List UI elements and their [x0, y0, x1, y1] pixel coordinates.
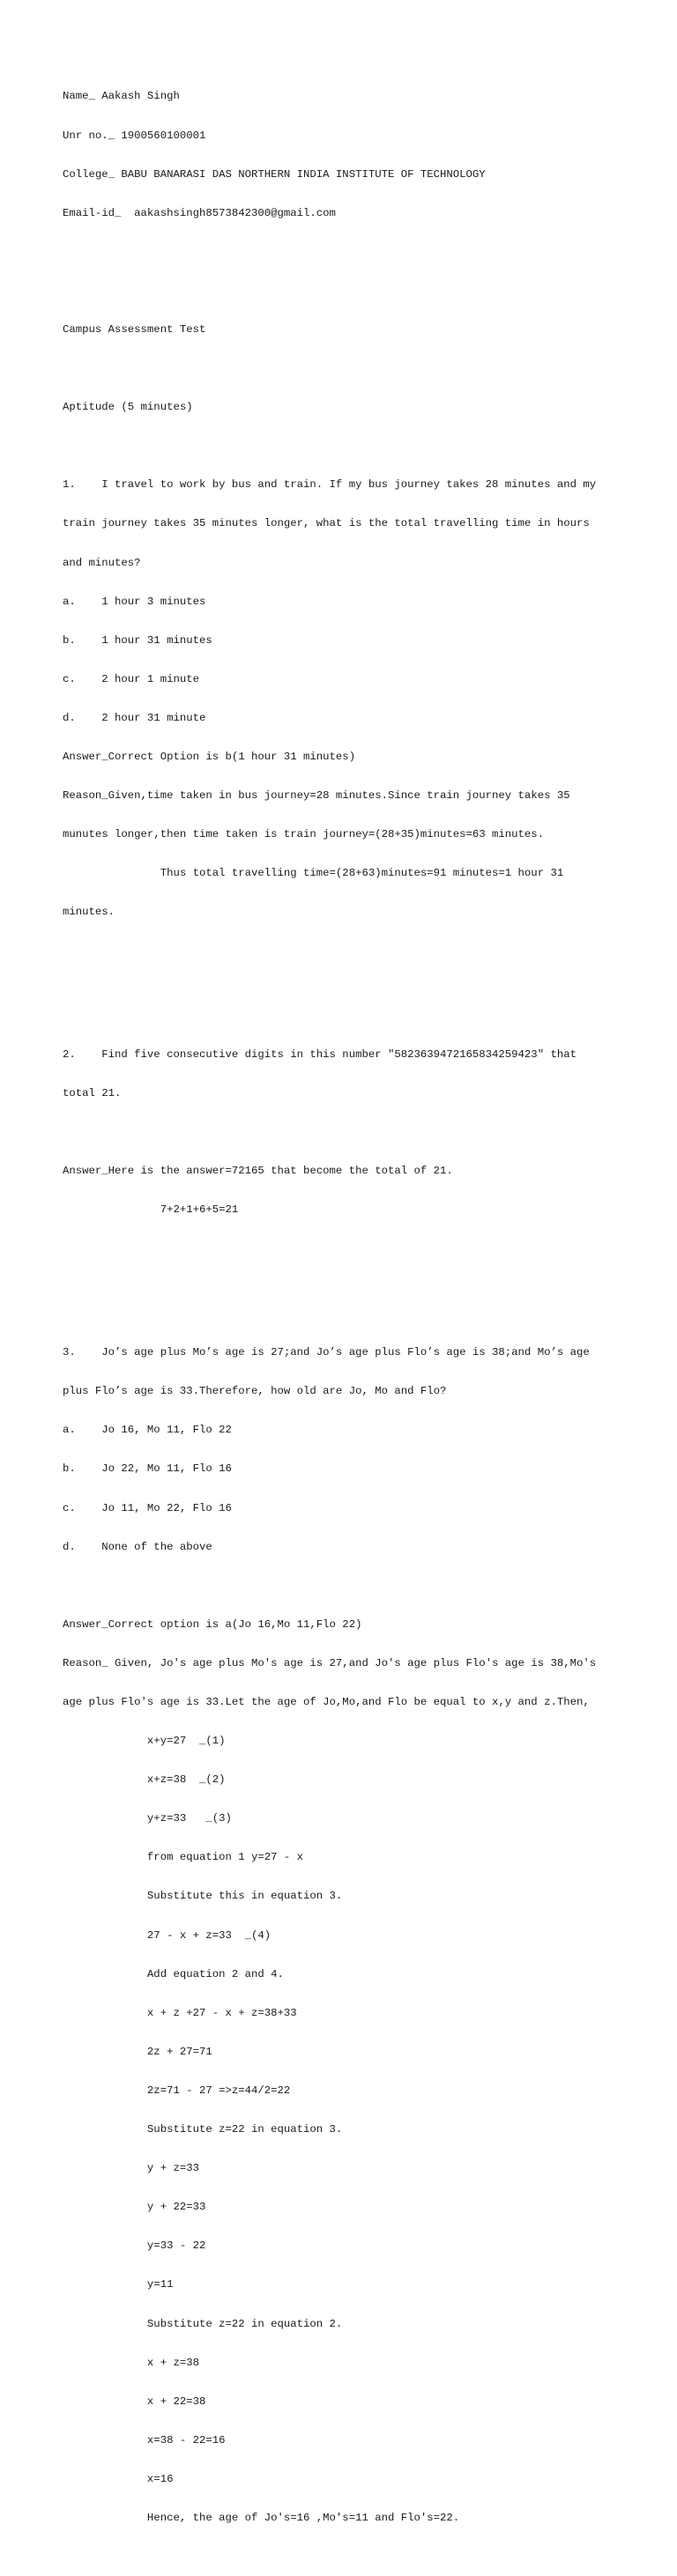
working-line: x+z=38 _(2)	[63, 1773, 226, 1787]
working-line: x=16	[63, 2472, 174, 2485]
option-b: b. Jo 22, Mo 11, Flo 16	[63, 1462, 232, 1476]
working-line: Add equation 2 and 4.	[63, 1967, 284, 1980]
document-title: Campus Assessment Test	[63, 322, 206, 336]
document-body	[63, 64, 627, 2576]
reason-line: Thus total travelling time=(28+63)minutes=91 minutes=1 hour 31	[63, 867, 564, 880]
option-c: c. 2 hour 1 minute	[63, 672, 199, 685]
working-line: Substitute z=22 in equation 2.	[63, 2317, 343, 2330]
working-line: y + z=33	[63, 2162, 199, 2175]
college-name: College_ BABU BANARASI DAS NORTHERN INDIA INSTITUTE OF TECHNOLOGY	[63, 167, 486, 181]
working-line: x + 22=38	[63, 2395, 206, 2408]
working-line: x + z +27 - x + z=38+33	[63, 2006, 297, 2019]
answer-line: Answer_Correct Option is b(1 hour 31 minutes)	[63, 751, 356, 764]
working-line: 27 - x + z=33 _(4)	[63, 1928, 272, 1942]
working-line: Substitute this in equation 3.	[63, 1890, 343, 1903]
reason-line: minutes.	[63, 906, 115, 919]
reason-line: Reason_Given,time taken in bus journey=28 minutes.Since train journey takes 35	[63, 789, 570, 803]
reason-line: Reason_ Given, Jo's age plus Mo's age is 27,and Jo's age plus Flo's age is 38,Mo's	[63, 1656, 597, 1669]
working-line: y+z=33 _(3)	[63, 1812, 232, 1825]
question-line: 3. Jo’s age plus Mo’s age is 27;and Jo’s age plus Flo’s age is 38;and Mo’s age	[63, 1346, 590, 1359]
answer-line: Answer_Here is the answer=72165 that become the total of 21.	[63, 1165, 453, 1178]
option-c: c. Jo 11, Mo 22, Flo 16	[63, 1501, 232, 1514]
option-d: d. 2 hour 31 minute	[63, 711, 206, 724]
unr-number: Unr no._ 1900560100001	[63, 129, 206, 142]
email-id: Email-id_ aakashsingh8573842300@gmail.com	[63, 206, 336, 219]
question-line: and minutes?	[63, 556, 141, 569]
working-line: x + z=38	[63, 2356, 199, 2369]
working-line: y + 22=33	[63, 2201, 206, 2214]
question-2	[63, 1023, 627, 1243]
working-line: Substitute z=22 in equation 3.	[63, 2123, 343, 2136]
question-line: train journey takes 35 minutes longer, what is the total travelling time in hours	[63, 517, 590, 530]
question-line: total 21.	[63, 1087, 122, 1100]
working-line: 2z=71 - 27 =>z=44/2=22	[63, 2084, 291, 2097]
reason-line: munutes longer,then time taken is train journey=(28+35)minutes=63 minutes.	[63, 828, 545, 841]
answer-working: 7+2+1+6+5=21	[63, 1203, 239, 1217]
working-line: x=38 - 22=16	[63, 2433, 226, 2446]
option-b: b. 1 hour 31 minutes	[63, 633, 212, 647]
question-line: plus Flo’s age is 33.Therefore, how old are Jo, Mo and Flo?	[63, 1385, 447, 1398]
answer-line: Answer_Correct option is a(Jo 16,Mo 11,Flo 22)	[63, 1617, 362, 1631]
question-line: 1. I travel to work by bus and train. If my bus journey takes 28 minutes and my	[63, 478, 597, 492]
question-3	[63, 1321, 627, 2550]
option-d: d. None of the above	[63, 1540, 212, 1553]
reason-line: age plus Flo's age is 33.Let the age of Jo,Mo,and Flo be equal to x,y and z.Then,	[63, 1696, 590, 1709]
student-name: Name_ Aakash Singh	[63, 90, 180, 103]
option-a: a. 1 hour 3 minutes	[63, 595, 206, 608]
working-line: x+y=27 _(1)	[63, 1735, 226, 1748]
working-line: 2z + 27=71	[63, 2045, 212, 2058]
conclusion-line: Hence, the age of Jo's=16 ,Mo's=11 and Flo's=22.	[63, 2511, 460, 2524]
question-line: 2. Find five consecutive digits in this number "5823639472165834259423" that	[63, 1048, 577, 1062]
section-heading: Aptitude (5 minutes)	[63, 401, 193, 414]
option-a: a. Jo 16, Mo 11, Flo 22	[63, 1424, 232, 1437]
working-line: y=33 - 22	[63, 2239, 206, 2253]
working-line: y=11	[63, 2278, 174, 2291]
working-line: from equation 1 y=27 - x	[63, 1851, 304, 1864]
question-1	[63, 453, 627, 945]
